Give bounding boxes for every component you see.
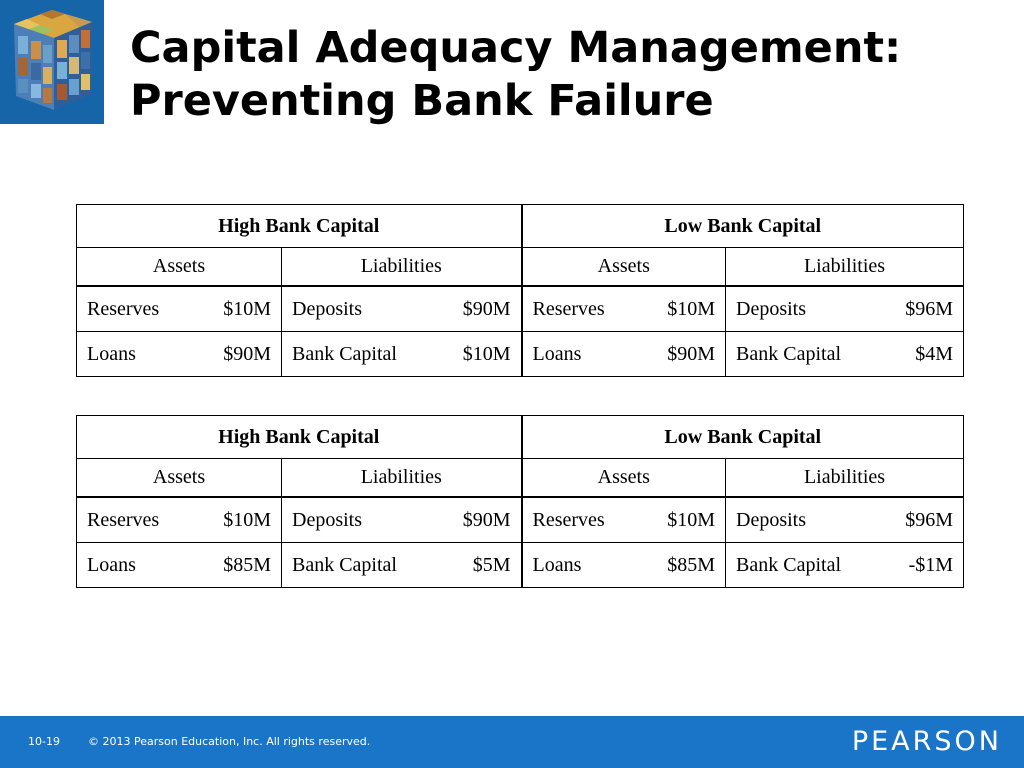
column-header: Assets: [77, 459, 282, 498]
item-amount: $10M: [223, 508, 271, 531]
page-number: 10-19: [28, 735, 60, 748]
item-label: Reserves: [532, 508, 605, 531]
table-cell: [77, 543, 282, 588]
table-cell: [77, 332, 282, 377]
table-cell: [77, 497, 282, 543]
table-cell: [522, 497, 726, 543]
item-amount: $10M: [462, 342, 511, 365]
table-cell: [77, 286, 282, 332]
pearson-logo: PEARSON: [851, 726, 1002, 757]
table-row: [77, 286, 964, 332]
cube-logo-icon: [0, 0, 104, 124]
footer-bar: [0, 716, 1024, 768]
balance-sheet-table-after-loss: [76, 415, 964, 588]
table-group-header-row: [77, 416, 964, 459]
item-label: Reserves: [532, 297, 605, 320]
item-amount: $10M: [223, 297, 271, 320]
item-amount: $85M: [667, 553, 716, 576]
table-row: [77, 543, 964, 588]
column-header: Assets: [522, 459, 726, 498]
item-amount: $10M: [667, 508, 716, 531]
group-header-high-capital: High Bank Capital: [77, 205, 522, 248]
table-cell: [726, 543, 964, 588]
item-label: Loans: [532, 553, 582, 576]
item-label: Deposits: [736, 508, 807, 531]
group-header-low-capital: Low Bank Capital: [522, 205, 964, 248]
item-amount: $90M: [462, 297, 511, 320]
table-row: [77, 332, 964, 377]
table-cell: [522, 543, 726, 588]
table-cell: [522, 286, 726, 332]
column-header: Assets: [77, 248, 282, 287]
table-cell: [726, 497, 964, 543]
table-column-header-row: [77, 459, 964, 498]
slide-title-line-1: Capital Adequacy Management:: [130, 23, 902, 73]
column-header: Liabilities: [726, 248, 964, 287]
table-cell: [282, 332, 522, 377]
item-label: Reserves: [87, 297, 160, 320]
item-amount: $10M: [667, 297, 716, 320]
item-label: Deposits: [736, 297, 807, 320]
item-label: Bank Capital: [292, 553, 397, 576]
column-header: Assets: [522, 248, 726, 287]
item-amount: $90M: [223, 342, 271, 365]
table-cell: [726, 332, 964, 377]
item-label: Loans: [87, 553, 136, 576]
item-label: Bank Capital: [292, 342, 397, 365]
item-amount: $96M: [905, 297, 954, 320]
item-label: Loans: [532, 342, 582, 365]
table-group-header-row: [77, 205, 964, 248]
item-amount: $85M: [223, 553, 271, 576]
item-label: Loans: [87, 342, 136, 365]
item-label: Reserves: [87, 508, 160, 531]
column-header: Liabilities: [282, 248, 522, 287]
item-amount: $5M: [472, 553, 511, 576]
column-header: Liabilities: [282, 459, 522, 498]
copyright-notice: © 2013 Pearson Education, Inc. All rights reserved.: [88, 735, 371, 748]
slide-title-line-2: Preventing Bank Failure: [130, 76, 714, 126]
table-row: [77, 497, 964, 543]
table-column-header-row: [77, 248, 964, 287]
item-label: Deposits: [292, 297, 362, 320]
item-amount: $90M: [667, 342, 716, 365]
group-header-low-capital: Low Bank Capital: [522, 416, 964, 459]
table-cell: [282, 543, 522, 588]
column-header: Liabilities: [726, 459, 964, 498]
table-cell: [522, 332, 726, 377]
item-amount: $90M: [462, 508, 511, 531]
item-amount: $96M: [905, 508, 954, 531]
group-header-high-capital: High Bank Capital: [77, 416, 522, 459]
balance-sheet-table-initial: [76, 204, 964, 377]
table-cell: [726, 286, 964, 332]
item-label: Bank Capital: [736, 342, 841, 365]
table-cell: [282, 497, 522, 543]
item-amount: $4M: [915, 342, 954, 365]
table-cell: [282, 286, 522, 332]
slide-title: [130, 22, 901, 128]
item-label: Bank Capital: [736, 553, 841, 576]
item-amount: -$1M: [908, 553, 954, 576]
item-label: Deposits: [292, 508, 362, 531]
